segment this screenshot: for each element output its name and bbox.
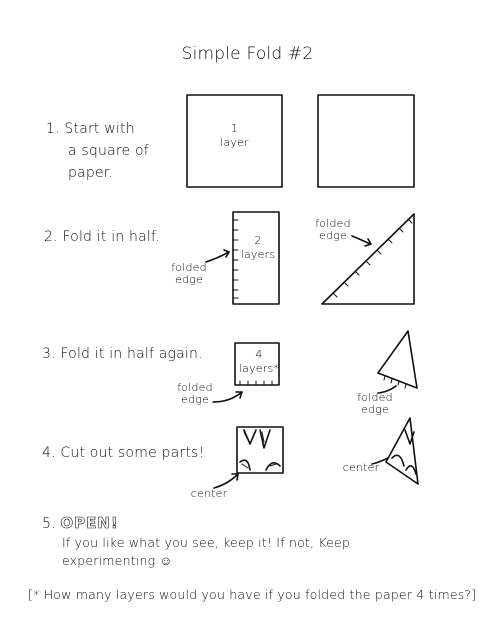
step-4-text: Cut out some parts! (60, 445, 205, 461)
folded-edge-label-2a: folded edge (171, 261, 207, 286)
open-heading: OPEN! (60, 514, 119, 532)
center-label-a: center (190, 487, 228, 500)
step-5-line-2: experimenting (62, 553, 156, 568)
step-5-line-1: If you like what you see, keep it! If not, Keep (62, 535, 351, 550)
cut-square (237, 427, 283, 473)
step-3-text: Fold it in half again. (60, 346, 203, 362)
cut-notch (266, 463, 280, 470)
step-2-text: Fold it in half. (62, 229, 160, 245)
step-1-line-1: Start with (64, 121, 135, 137)
step-1-line-2: a square of (68, 143, 149, 159)
cut-notch (406, 466, 416, 474)
step-5: 5. OPEN! (42, 514, 119, 532)
step-5-body (62, 534, 492, 570)
square-paper-plain (318, 95, 414, 187)
box-label-2: 2 layers (240, 234, 276, 261)
step-1 (46, 118, 156, 184)
step-1-line-3: paper. (68, 165, 114, 181)
cut-notch (244, 430, 256, 444)
step-2: 2. Fold it in half. (44, 229, 160, 245)
box-label-3: 4 layers* (238, 348, 280, 375)
page-title: Simple Fold #2 (181, 44, 314, 64)
folded-edge-label-3b: folded edge (357, 391, 393, 416)
step-number: 1. (46, 121, 60, 137)
step-4: 4. Cut out some parts! (42, 445, 205, 461)
arrow-to-center (214, 474, 238, 488)
footnote: [* How many layers would you have if you folded the paper 4 times?] (28, 587, 477, 602)
cut-notch (240, 460, 250, 470)
folded-edge-label-2b: folded edge (315, 217, 351, 242)
box-label-1: 1 layer (220, 122, 249, 149)
cut-notch (392, 455, 404, 466)
cut-triangle (386, 418, 418, 484)
folded-edge-label-3a: folded edge (177, 381, 213, 406)
center-label-b: center (342, 461, 380, 474)
step-3: 3. Fold it in half again. (42, 346, 203, 362)
smiley-icon: ☺ (159, 553, 173, 568)
cut-notch (260, 430, 270, 448)
